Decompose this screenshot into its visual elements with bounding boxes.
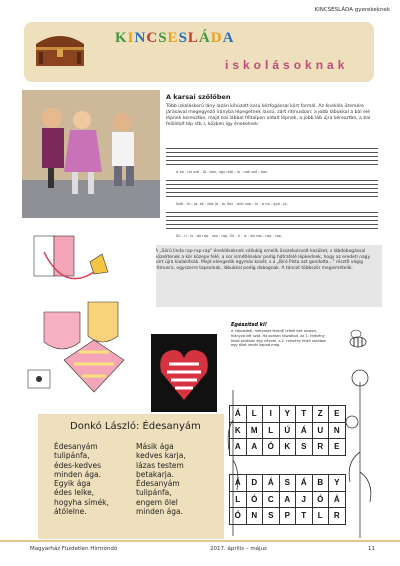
grid-cell[interactable]: U bbox=[312, 422, 329, 439]
wildflower-drawing bbox=[340, 362, 380, 538]
page-subtitle: iskolásoknak bbox=[225, 58, 349, 72]
title-letter: C bbox=[146, 30, 159, 46]
grid-cell[interactable]: I bbox=[263, 406, 280, 423]
poem-line: Másik ága bbox=[136, 442, 174, 451]
grid-cell[interactable]: C bbox=[263, 491, 280, 508]
poem-line: lázas testem bbox=[136, 460, 184, 470]
grid-cell[interactable]: Y bbox=[279, 406, 296, 423]
grid-cell[interactable]: D bbox=[246, 475, 263, 492]
poem-column-2 bbox=[136, 442, 186, 516]
title-letter: S bbox=[178, 30, 188, 46]
title-letter: N bbox=[134, 30, 147, 46]
footer-rule bbox=[0, 540, 400, 542]
bee-icon bbox=[334, 322, 376, 362]
grid-cell[interactable]: Ú bbox=[279, 422, 296, 439]
grid-cell[interactable]: Á bbox=[296, 422, 313, 439]
lyric-line: Szél - fú - ja, kö - dös já - ja, Bar - mól nap - hí - a na - gyá - ja, bbox=[176, 202, 288, 206]
grid-cell[interactable]: S bbox=[296, 439, 313, 456]
music-staff bbox=[166, 180, 378, 200]
grid-cell[interactable]: A bbox=[279, 491, 296, 508]
grid-cell[interactable]: K bbox=[279, 439, 296, 456]
grid-cell[interactable]: P bbox=[279, 508, 296, 525]
poem-line: átölelne. bbox=[54, 507, 87, 517]
grid-cell[interactable]: M bbox=[246, 422, 263, 439]
grid-cell[interactable]: Á bbox=[296, 475, 313, 492]
grid-cell[interactable]: E bbox=[329, 439, 346, 456]
grid-cell[interactable]: Z bbox=[312, 406, 329, 423]
grid-cell[interactable]: L bbox=[246, 406, 263, 423]
dance-note: A „Sörü linda rap-rap-rap" énekléseknek vállukig emelik összekulcsolt kezüket, s lábdobogással közelítenek a kör közepe felé, a sor ismétlésekor pedig hátrafelé lépkednek, hogy az eredeti nagy kört újra kialakítsák. Majd elengedik egymás kezét, s a „Bíró Pista azt gondolta..." részt0 végig ritmusra, egyszerre tapsolnak, lábukkal pedig dobognak. A táncot többször megismételik. bbox=[155, 249, 371, 272]
grid-cell[interactable]: T bbox=[296, 406, 313, 423]
title-letter: I bbox=[127, 30, 135, 46]
worksheet-title: Egészítsd ki! bbox=[231, 322, 267, 328]
section-label: KINCSESLÁDA gyerekeknek bbox=[314, 7, 390, 13]
poem-line: tulipánfa, bbox=[136, 488, 172, 498]
title-letter: E bbox=[167, 30, 179, 46]
grid-cell[interactable]: Á bbox=[263, 475, 280, 492]
music-staff bbox=[166, 212, 378, 232]
grid-cell[interactable]: R bbox=[329, 508, 346, 525]
lyric-line: Sü - ri - is - da rap - rap - rap, Sü - ri - is - da rap - rap - rap, bbox=[176, 234, 283, 238]
title-letter: Á bbox=[198, 30, 211, 46]
woven-heart-photo bbox=[151, 334, 217, 412]
poem-line: Egyik ága bbox=[54, 479, 91, 489]
puzzle-grid-2 bbox=[229, 474, 346, 525]
grid-cell[interactable]: Á bbox=[230, 406, 247, 423]
grid-cell[interactable]: Ó bbox=[263, 439, 280, 456]
grid-cell[interactable]: Y bbox=[329, 475, 346, 492]
title-letter: D bbox=[210, 30, 223, 46]
grid-cell[interactable]: B bbox=[312, 475, 329, 492]
poem-line: Édesanyám bbox=[54, 442, 98, 451]
grid-cell[interactable]: A bbox=[230, 439, 247, 456]
grid-cell[interactable]: Ó bbox=[312, 491, 329, 508]
grid-cell[interactable]: T bbox=[296, 508, 313, 525]
poem-line: minden ága. bbox=[136, 507, 183, 517]
poem-column-1 bbox=[54, 442, 109, 516]
grid-cell[interactable]: S bbox=[263, 508, 280, 525]
grid-cell[interactable]: L bbox=[312, 508, 329, 525]
page-title bbox=[115, 27, 234, 47]
page-number: 11 bbox=[368, 546, 375, 552]
grid-cell[interactable]: J bbox=[296, 491, 313, 508]
grid-cell[interactable]: Á bbox=[230, 475, 247, 492]
treasure-chest-icon bbox=[30, 26, 90, 70]
poem-title: Donkó László: Édesanyám bbox=[70, 421, 201, 432]
dancing-children-photo bbox=[22, 90, 160, 218]
grid-cell[interactable]: R bbox=[312, 439, 329, 456]
puzzle-grid-1 bbox=[229, 405, 346, 456]
grid-cell[interactable]: L bbox=[263, 422, 280, 439]
title-letter: K bbox=[115, 30, 128, 46]
title-letter: A bbox=[222, 30, 235, 46]
poem-line: betakarja. bbox=[136, 469, 174, 479]
article-title: A karsai szőlőben bbox=[166, 93, 231, 101]
grid-cell[interactable]: N bbox=[246, 508, 263, 525]
music-staff bbox=[166, 148, 378, 168]
title-letter: L bbox=[187, 30, 199, 46]
grid-cell[interactable]: E bbox=[329, 406, 346, 423]
grid-cell[interactable]: K bbox=[230, 422, 247, 439]
poem-line: édes lelke, bbox=[54, 488, 95, 498]
lyric-line: A ka - rai sző - lő - ben, úgy mál - lo - nak szé - ban bbox=[176, 170, 268, 174]
grid-cell[interactable]: Á bbox=[329, 491, 346, 508]
poem-line: hogyha símék, bbox=[54, 497, 109, 507]
poem-line: engem ölel bbox=[136, 497, 178, 507]
worksheet-instructions: A népdalból, melyeket fentről lefelé kell olvasni, hiányzó két szót. Ha sorban kiszáltod, az 1. rejtvény felső sorában egy névvel, a 2. rejtvény felső sorában egy állat nevét kapod meg. bbox=[231, 329, 327, 348]
grid-cell[interactable]: A bbox=[246, 439, 263, 456]
footer-date: 2017. április – május bbox=[210, 546, 267, 552]
title-letter: S bbox=[158, 30, 168, 46]
grid-cell[interactable]: N bbox=[329, 422, 346, 439]
paper-heart-craft-illustration bbox=[24, 232, 156, 410]
poem-line: édes-kedves bbox=[54, 460, 102, 470]
poem-line: kedves karja, bbox=[136, 451, 186, 461]
poem-line: tulipánfa, bbox=[54, 451, 90, 461]
grid-cell[interactable]: S bbox=[279, 475, 296, 492]
grid-cell[interactable]: Ó bbox=[230, 508, 247, 525]
grid-cell[interactable]: L bbox=[230, 491, 247, 508]
article-body: Több iskoláskorú lány lazán kihúzott karú kézfogással kört formál. Az éneklés ütemére járásával megegyező irányba lépegetnek lassú, zárt ritmusban: a jobb lábukkal a bal elé lépnek keresztbe, majd bal lábbal féltalpon oldalt lépnek, a jobb láb újra keresztbe, a bal felöldalt lép stb.), közben így énekelnek: bbox=[166, 104, 371, 127]
footer-publication: Magyarház Füzdetlen Hírmondó bbox=[30, 546, 118, 552]
poem-line: minden ága. bbox=[54, 469, 101, 479]
poem-line: Édesanyám bbox=[136, 479, 180, 489]
grid-cell[interactable]: Ó bbox=[246, 491, 263, 508]
